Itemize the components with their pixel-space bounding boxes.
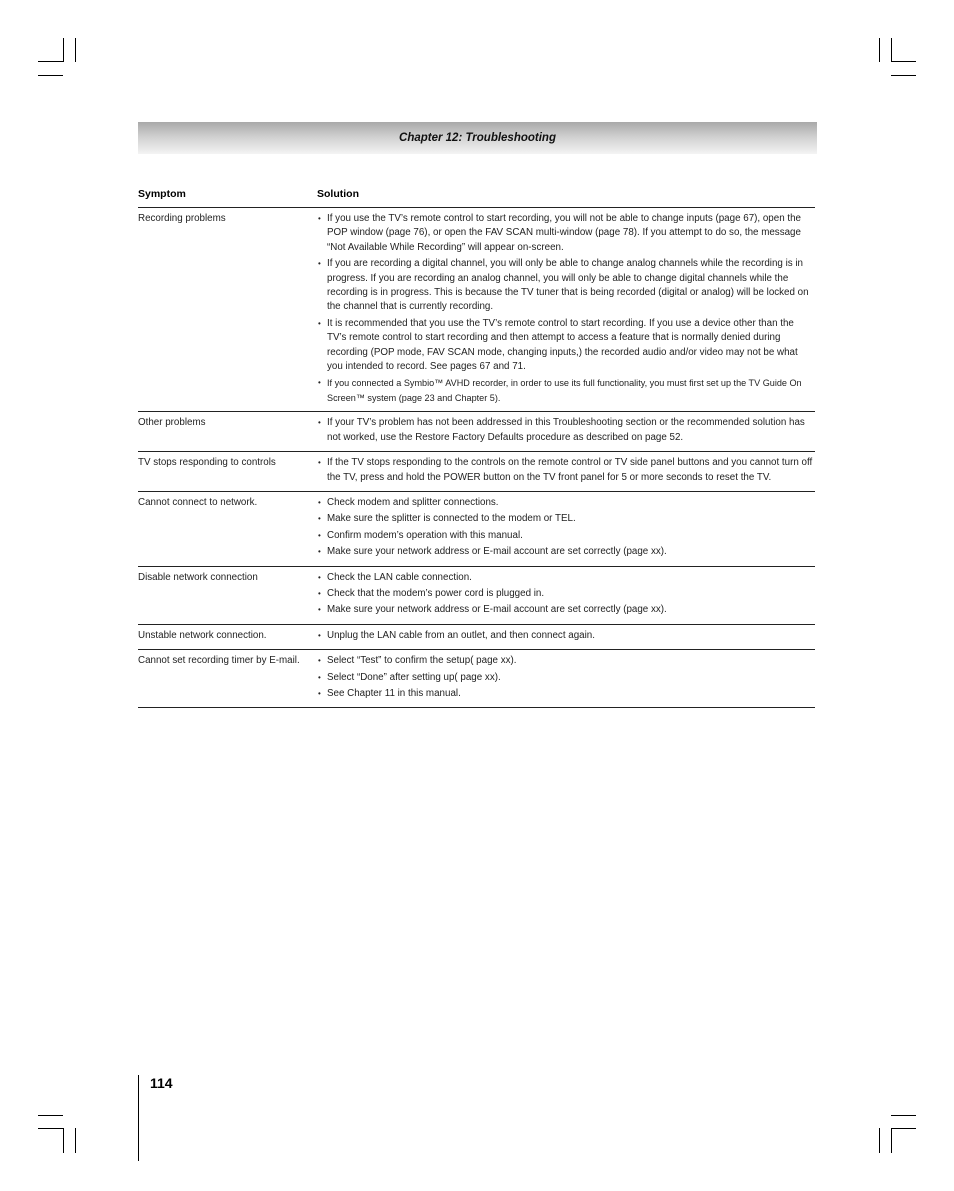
crop-mark bbox=[891, 75, 916, 76]
solution-bullet: • Make sure your network address or E-mail account are set correctly (page xx). bbox=[317, 545, 815, 559]
page-number: 114 bbox=[150, 1075, 173, 1091]
solution-bullet: • Make sure the splitter is connected to the modem or TEL. bbox=[317, 512, 815, 526]
solution-cell bbox=[317, 653, 815, 703]
solution-bullet: • If the TV stops responding to the controls on the remote control or TV side panel buttons and you cannot turn off the TV, press and hold the POWER button on the TV front panel for 5 or more seconds to reset the TV. bbox=[317, 456, 815, 485]
solution-bullet: • Select “Done” after setting up( page xx). bbox=[317, 671, 815, 685]
solution-bullet: • Check that the modem’s power cord is plugged in. bbox=[317, 587, 815, 601]
page-number-rule bbox=[138, 1075, 139, 1161]
table-row bbox=[138, 208, 815, 412]
symptom-cell: Cannot set recording timer by E-mail. bbox=[138, 655, 300, 667]
solution-bullet: • Unplug the LAN cable from an outlet, and then connect again. bbox=[317, 629, 815, 643]
crop-mark bbox=[879, 38, 880, 62]
table-header bbox=[138, 185, 815, 208]
table-row bbox=[138, 492, 815, 567]
solution-cell bbox=[317, 455, 815, 487]
table-row bbox=[138, 567, 815, 625]
troubleshooting-table bbox=[138, 185, 815, 708]
solution-cell bbox=[317, 570, 815, 620]
solution-bullet: • It is recommended that you use the TV’s remote control to start recording. If you use a device other than the TV’s remote control to start recording and then attempt to access a feature that is normally denied during recording (POP mode, FAV SCAN mode, changing inputs,) the recorded audio and/or video may not be what you intended to record. See pages 67 and 71. bbox=[317, 317, 815, 375]
crop-mark bbox=[891, 61, 916, 62]
table-row bbox=[138, 650, 815, 708]
symptom-cell: Unstable network connection. bbox=[138, 629, 267, 641]
crop-mark bbox=[63, 1128, 64, 1153]
solution-bullet: • If your TV’s problem has not been addressed in this Troubleshooting section or the recommended solution has not worked, use the Restore Factory Defaults procedure as described on page 52. bbox=[317, 416, 815, 445]
column-header-symptom: Symptom bbox=[138, 188, 186, 200]
symptom-cell: Cannot connect to network. bbox=[138, 496, 258, 508]
crop-mark bbox=[891, 1128, 916, 1129]
table-row bbox=[138, 625, 815, 650]
crop-mark bbox=[38, 1128, 63, 1129]
column-header-solution: Solution bbox=[317, 188, 359, 200]
crop-mark bbox=[38, 61, 63, 62]
table-row bbox=[138, 412, 815, 452]
crop-mark bbox=[38, 1115, 63, 1116]
solution-bullet: • If you are recording a digital channel, you will only be able to change analog channels while the recording is in progress. If you are recording an analog channel, you will only be able to change digital channels while the recording is in progress. This is because the TV tuner that is being recorded (digital or analog) will be locked on the channel that is currently recording. bbox=[317, 257, 815, 315]
crop-mark bbox=[891, 38, 892, 62]
solution-bullet: • Confirm modem’s operation with this manual. bbox=[317, 529, 815, 543]
crop-mark bbox=[891, 1128, 892, 1153]
solution-bullet: • Select “Test” to confirm the setup( page xx). bbox=[317, 654, 815, 668]
crop-mark bbox=[63, 38, 64, 62]
symptom-cell: TV stops responding to controls bbox=[138, 457, 276, 469]
crop-mark bbox=[75, 1128, 76, 1153]
solution-bullet: • If you connected a Symbio™ AVHD recorder, in order to use its full functionality, you must first set up the TV Guide On Screen™ system (page 23 and Chapter 5). bbox=[317, 376, 815, 405]
solution-cell bbox=[317, 495, 815, 562]
solution-bullet: • If you use the TV’s remote control to start recording, you will not be able to change inputs (page 67), open the POP window (page 76), or open the FAV SCAN multi-window (page 78). If you attempt to do so, the message “Not Available While Recording” will appear on-screen. bbox=[317, 212, 815, 255]
solution-bullet: • See Chapter 11 in this manual. bbox=[317, 687, 815, 701]
crop-mark bbox=[38, 75, 63, 76]
solution-cell bbox=[317, 628, 815, 645]
chapter-title: Chapter 12: Troubleshooting bbox=[399, 132, 556, 144]
crop-mark bbox=[879, 1128, 880, 1153]
chapter-header-band bbox=[138, 122, 817, 154]
solution-bullet: • Check modem and splitter connections. bbox=[317, 496, 815, 510]
solution-bullet: • Check the LAN cable connection. bbox=[317, 571, 815, 585]
symptom-cell: Other problems bbox=[138, 417, 206, 429]
crop-mark bbox=[891, 1115, 916, 1116]
symptom-cell: Disable network connection bbox=[138, 571, 258, 583]
solution-bullet: • Make sure your network address or E-mail account are set correctly (page xx). bbox=[317, 603, 815, 617]
solution-cell bbox=[317, 211, 815, 407]
symptom-cell: Recording problems bbox=[138, 213, 226, 224]
crop-mark bbox=[75, 38, 76, 62]
solution-cell bbox=[317, 415, 815, 447]
table-row bbox=[138, 452, 815, 492]
